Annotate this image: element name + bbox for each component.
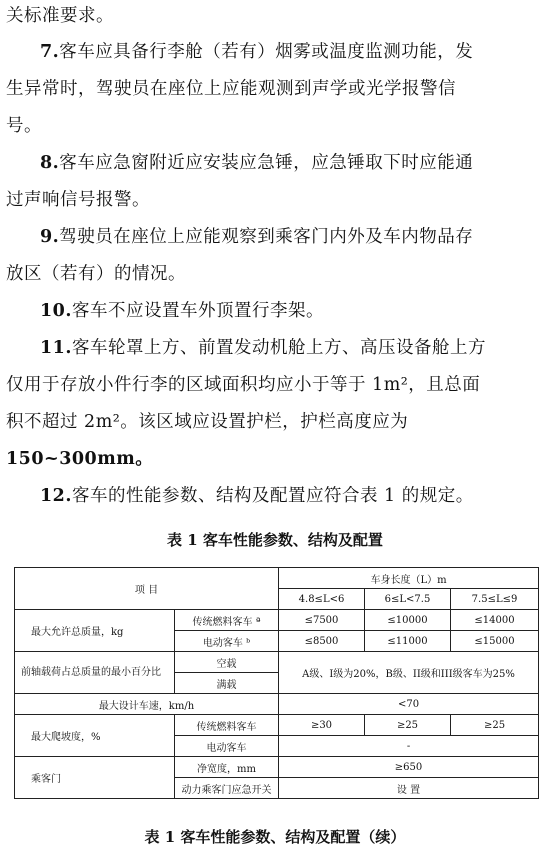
table-row xyxy=(15,568,539,589)
table-row xyxy=(15,610,539,631)
paragraph-line: 过声响信号报警。 xyxy=(6,190,150,210)
table-caption: 表 1 客车性能参数、结构及配置 xyxy=(167,531,383,549)
table-cell: ≥30 xyxy=(279,715,365,736)
table-row xyxy=(15,694,539,715)
front-axle-value: A级、I级为20%，B级、II级和III级客车为25% xyxy=(279,652,539,694)
table-cell: ≤14000 xyxy=(451,610,539,631)
paragraph-line: 150~300mm。 xyxy=(6,449,154,469)
paragraph-line: 生异常时，驾驶员在座位上应能观测到声学或光学报警信 xyxy=(6,79,456,99)
length-col: 4.8≤L<6 xyxy=(279,589,365,610)
electric-bus-label: 电动客车 ᵇ xyxy=(175,631,279,652)
table-caption-continued: 表 1 客车性能参数、结构及配置（续） xyxy=(144,828,406,846)
full-load-label: 满载 xyxy=(175,673,279,694)
item-header: 项 目 xyxy=(15,568,279,610)
table-cell: ≥25 xyxy=(451,715,539,736)
max-speed-label: 最大设计车速，km/h xyxy=(15,694,279,715)
table-cell: ≤11000 xyxy=(365,631,451,652)
grade-electric-value: - xyxy=(279,736,539,757)
length-col: 6≤L<7.5 xyxy=(365,589,451,610)
table-row xyxy=(15,715,539,736)
max-speed-value: <70 xyxy=(279,694,539,715)
clear-width-label: 净宽度，mm xyxy=(175,757,279,778)
paragraph-line: 关标准要求。 xyxy=(6,6,114,26)
empty-load-label: 空载 xyxy=(175,652,279,673)
paragraph-line: 8.客车应急窗附近应安装应急锤，应急锤取下时应能通 xyxy=(40,153,474,173)
grade-electric-label: 电动客车 xyxy=(175,736,279,757)
paragraph-line: 10.客车不应设置车外顶置行李架。 xyxy=(40,301,324,321)
door-label: 乘客门 xyxy=(15,757,175,799)
fuel-bus-label: 传统燃料客车 ª xyxy=(175,610,279,631)
table-row xyxy=(15,757,539,778)
length-header: 车身长度（L）m xyxy=(279,568,539,589)
max-mass-label: 最大允许总质量，kg xyxy=(15,610,175,652)
table-cell: ≤10000 xyxy=(365,610,451,631)
paragraph-line: 积不超过 2m²。该区域应设置护栏，护栏高度应为 xyxy=(6,412,409,432)
paragraph-line: 7.客车应具备行李舱（若有）烟雾或温度监测功能，发 xyxy=(40,42,474,62)
table-cell: ≤8500 xyxy=(279,631,365,652)
paragraph-line: 仅用于存放小件行李的区域面积均应小于等于 1m²，且总面 xyxy=(6,375,481,395)
table-cell: ≤15000 xyxy=(451,631,539,652)
table-cell: ≤7500 xyxy=(279,610,365,631)
paragraph-line: 9.驾驶员在座位上应能观察到乘客门内外及车内物品存 xyxy=(40,227,474,247)
clear-width-value: ≥650 xyxy=(279,757,539,778)
paragraph-line: 11.客车轮罩上方、前置发动机舱上方、高压设备舱上方 xyxy=(40,338,486,358)
table-row xyxy=(15,652,539,673)
spec-table xyxy=(14,567,539,799)
emergency-switch-value: 设 置 xyxy=(279,778,539,799)
max-grade-label: 最大爬坡度，% xyxy=(15,715,175,757)
emergency-switch-label: 动力乘客门应急开关 xyxy=(175,778,279,799)
paragraph-line: 12.客车的性能参数、结构及配置应符合表 1 的规定。 xyxy=(40,486,474,506)
table-cell: ≥25 xyxy=(365,715,451,736)
length-col: 7.5≤L≤9 xyxy=(451,589,539,610)
paragraph-line: 号。 xyxy=(6,116,42,136)
grade-fuel-label: 传统燃料客车 xyxy=(175,715,279,736)
front-axle-label: 前轴载荷占总质量的最小百分比 xyxy=(15,652,175,694)
paragraph-line: 放区（若有）的情况。 xyxy=(6,264,186,284)
